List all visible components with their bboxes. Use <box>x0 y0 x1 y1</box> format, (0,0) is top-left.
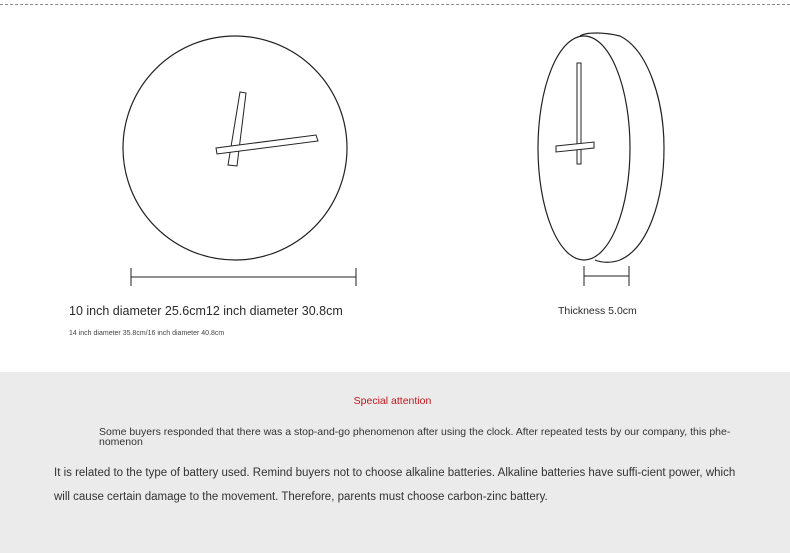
diameter-small-caption: 14 inch diameter 35.8cm/16 inch diameter 40.8cm <box>69 330 225 337</box>
thickness-dimension-line <box>584 266 629 286</box>
notice-paragraph-2: It is related to the type of battery used. Remind buyers not to choose alkaline batteries. Alkaline batteries have suffi-cient power, which will cause certain damage to the movement. Therefore, parents must choose carbon-zinc battery. <box>54 467 736 503</box>
hour-hand <box>228 92 246 166</box>
diameter-caption: 10 inch diameter 25.6cm12 inch diameter 30.8cm <box>69 304 343 318</box>
side-view-clock <box>538 33 664 262</box>
notice-paragraph-1: Some buyers responded that there was a stop-and-go phenomenon after using the clock. After repeated tests by our company, this phe-nomenon <box>99 426 731 448</box>
special-attention-title: Special attention <box>353 395 432 407</box>
diameter-dimension-line <box>131 268 356 286</box>
special-attention-panel <box>0 372 790 553</box>
side-minute-hand <box>556 142 594 152</box>
front-view-clock <box>123 36 347 260</box>
thickness-caption: Thickness 5.0cm <box>558 305 637 317</box>
